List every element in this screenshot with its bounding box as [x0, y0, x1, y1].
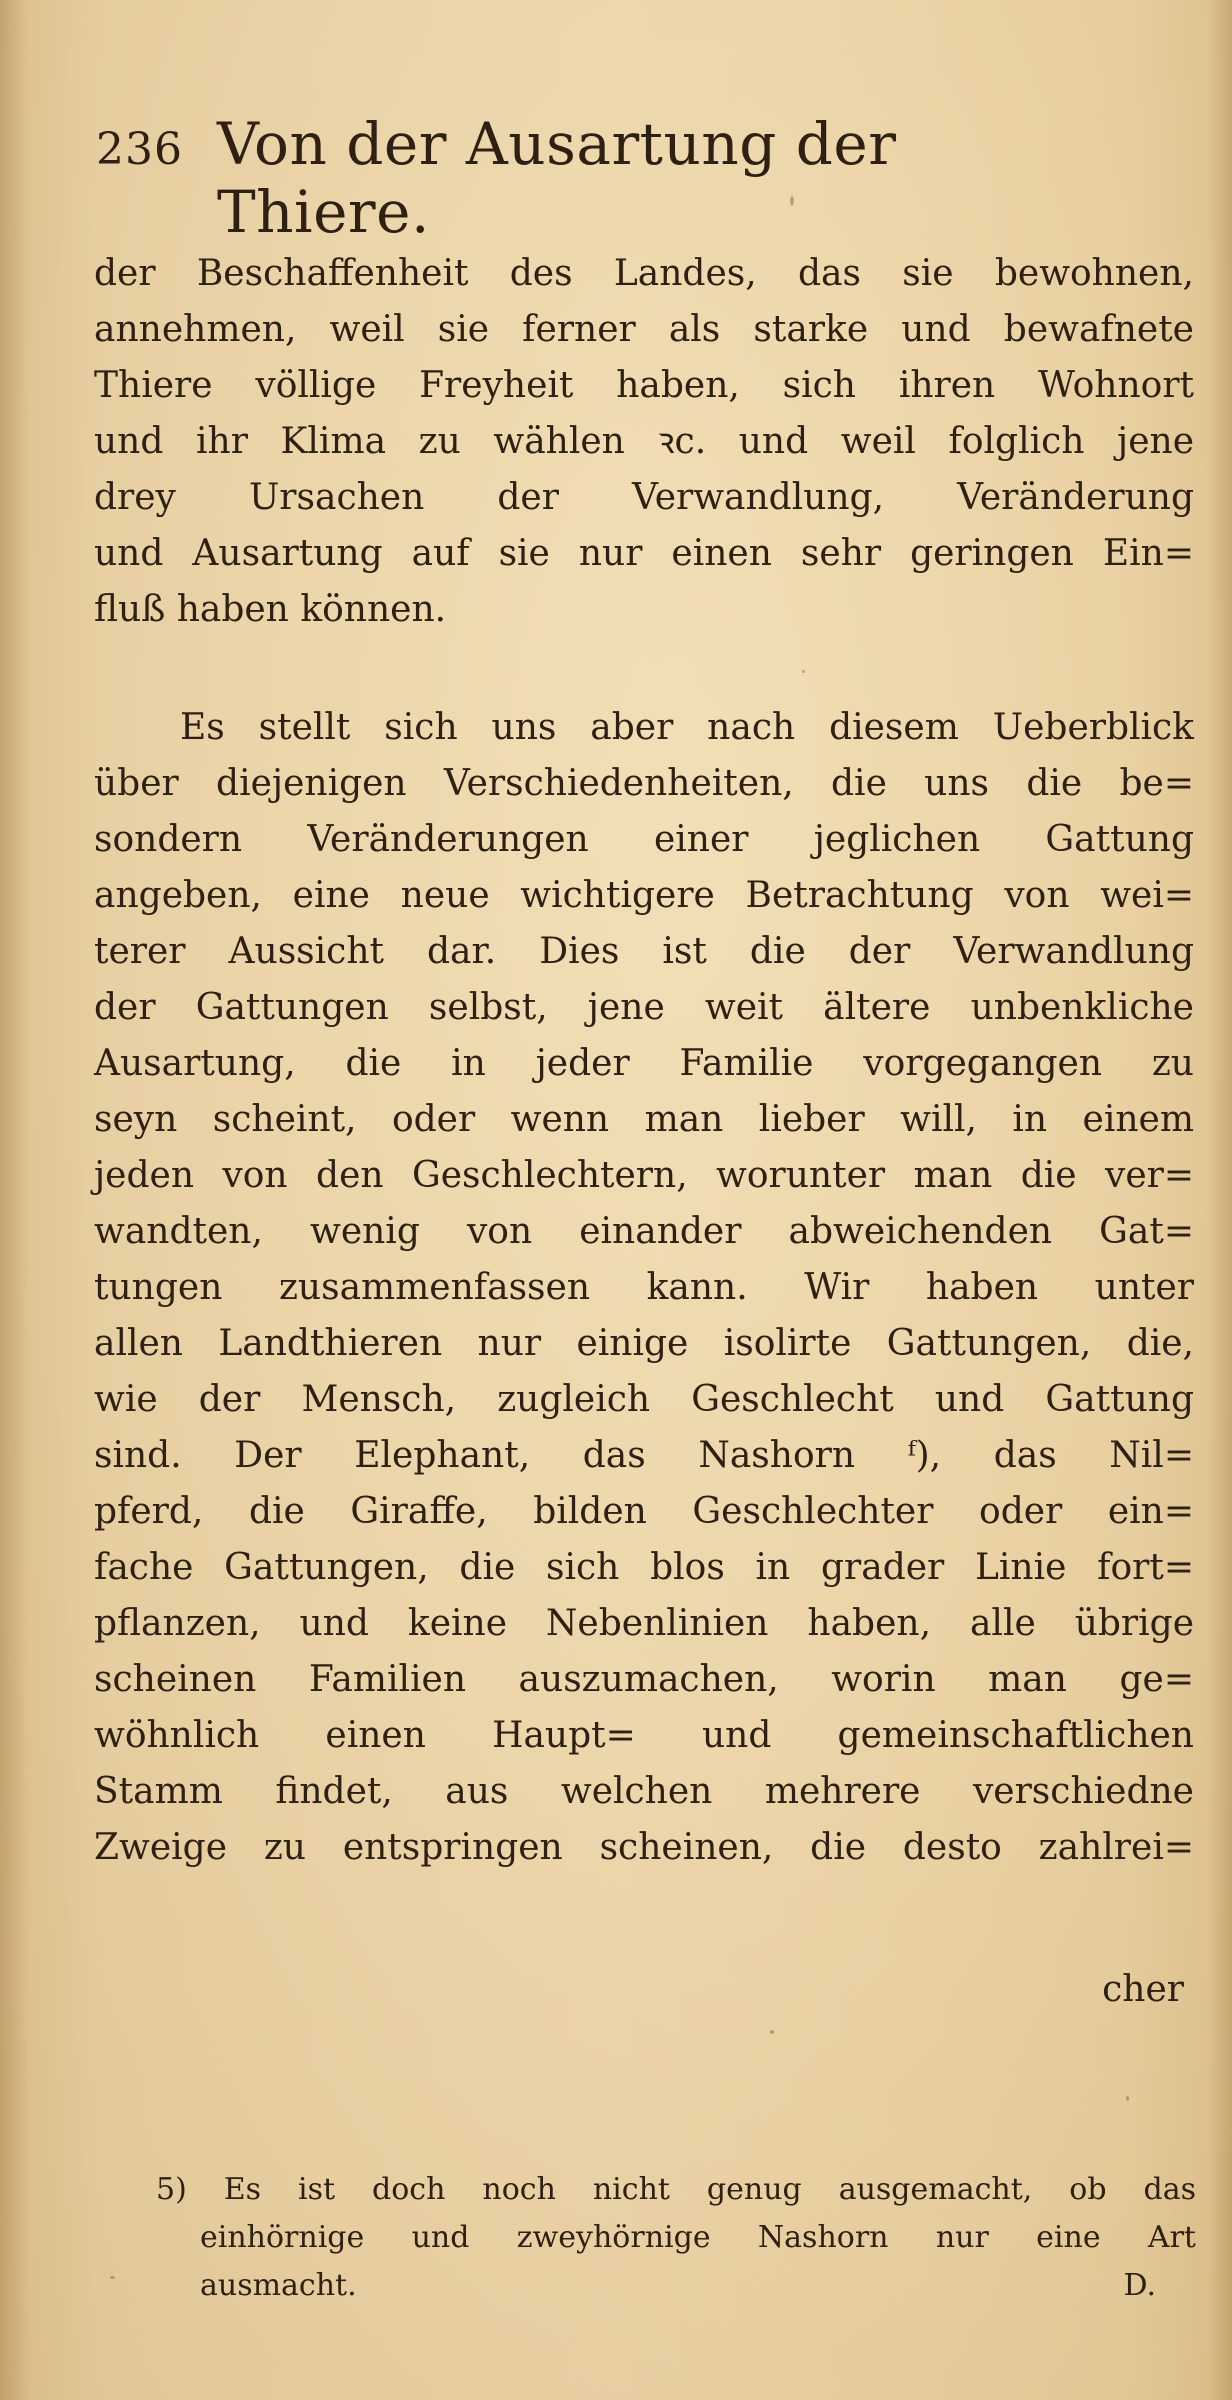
text-line: der Gattungen selbst, jene weit ältere unbenkliche	[94, 987, 1194, 1028]
text-line: Zweige zu entspringen scheinen, die desto zahlrei=	[94, 1827, 1194, 1868]
footnote-line: 5) Es ist doch noch nicht genug ausgemacht, ob das	[156, 2172, 1196, 2207]
text-line: tungen zusammenfassen kann. Wir haben unter	[94, 1267, 1194, 1308]
body-text	[94, 246, 1194, 1876]
text-line: sind. Der Elephant, das Nashorn ᶠ), das Nil=	[94, 1435, 1194, 1476]
text-line: Es stellt sich uns aber nach diesem Ueberblick	[180, 707, 1194, 748]
running-title: Von der Ausartung der Thiere.	[216, 110, 897, 246]
text-line: angeben, eine neue wichtigere Betrachtung von wei=	[94, 875, 1194, 916]
running-head	[96, 110, 1096, 246]
footnote	[156, 2166, 1196, 2310]
footnote-signature: D.	[1123, 2268, 1156, 2303]
paragraph	[94, 246, 1194, 638]
text-line: pflanzen, und keine Nebenlinien haben, alle übrige	[94, 1603, 1194, 1644]
text-line: allen Landthieren nur einige isolirte Gattungen, die,	[94, 1323, 1194, 1364]
paragraph-gap	[94, 638, 1194, 700]
text-line: über diejenigen Verschiedenheiten, die uns die be=	[94, 763, 1194, 804]
text-line: fache Gattungen, die sich blos in grader Linie fort=	[94, 1547, 1194, 1588]
paragraph	[94, 700, 1194, 1876]
text-line: jeden von den Geschlechtern, worunter man die ver=	[94, 1155, 1194, 1196]
page-edge-shadow-right	[1208, 0, 1232, 2400]
text-line: der Beschaffenheit des Landes, das sie bewohnen,	[94, 253, 1194, 294]
text-line: terer Aussicht dar. Dies ist die der Verwandlung	[94, 931, 1194, 972]
text-line: wöhnlich einen Haupt= und gemeinschaftlichen	[94, 1715, 1194, 1756]
text-line: scheinen Familien auszumachen, worin man ge=	[94, 1659, 1194, 1700]
text-line: fluß haben können.	[94, 589, 447, 630]
page-edge-shadow-left	[0, 0, 30, 2400]
footnote-line: einhörnige und zweyhörnige Nashorn nur eine Art	[200, 2220, 1196, 2255]
text-line: sondern Veränderungen einer jeglichen Gattung	[94, 819, 1194, 860]
text-line: annehmen, weil sie ferner als starke und bewafnete	[94, 309, 1194, 350]
paper-speck	[770, 2030, 774, 2034]
text-line: Thiere völlige Freyheit haben, sich ihren Wohnort	[94, 365, 1194, 406]
paper-speck	[1126, 2096, 1129, 2101]
catchword: cher	[1102, 1969, 1184, 2010]
footnote-line-last	[156, 2262, 1196, 2310]
text-line: pferd, die Giraffe, bilden Geschlechter oder ein=	[94, 1491, 1194, 1532]
text-line: wie der Mensch, zugleich Geschlecht und Gattung	[94, 1379, 1194, 1420]
paper-speck	[110, 2276, 115, 2279]
page-number: 236	[96, 124, 183, 175]
text-line: Ausartung, die in jeder Familie vorgegangen zu	[94, 1043, 1194, 1084]
text-line: seyn scheint, oder wenn man lieber will, in einem	[94, 1099, 1194, 1140]
text-line: Stamm findet, aus welchen mehrere verschiedne	[94, 1771, 1194, 1812]
footnote-line-text: ausmacht.	[200, 2268, 357, 2303]
text-line: wandten, wenig von einander abweichenden Gat=	[94, 1211, 1194, 1252]
text-line: drey Ursachen der Verwandlung, Veränderung	[94, 477, 1194, 518]
text-line: und ihr Klima zu wählen ꝛc. und weil folglich jene	[94, 421, 1194, 462]
text-line: und Ausartung auf sie nur einen sehr geringen Ein=	[94, 533, 1194, 574]
